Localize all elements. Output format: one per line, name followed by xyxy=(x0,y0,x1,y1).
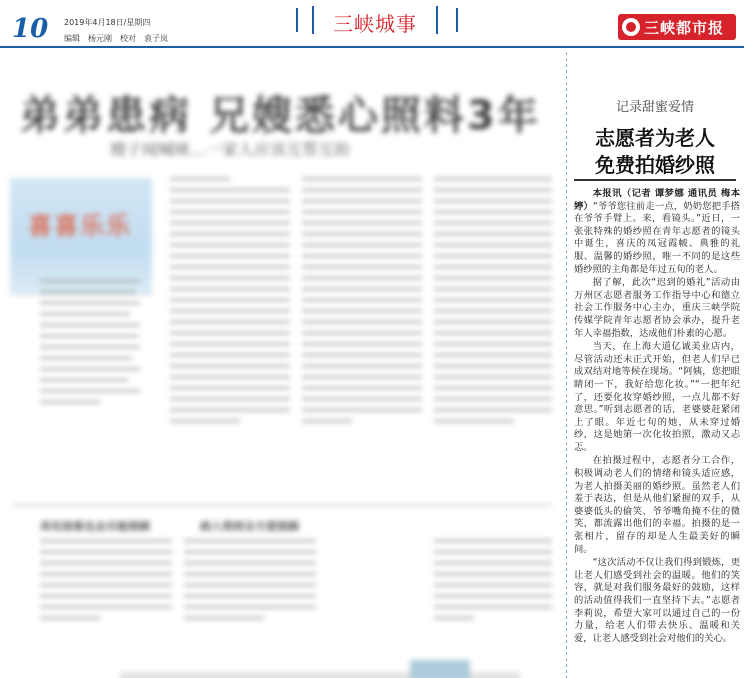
left-subhead: 病人得到全方爱照顾 xyxy=(200,520,299,533)
paragraph-text: “爷爷您往前走一点，奶奶您把手搭在爷爷手臂上。来，看镜头。”近日，一张张特殊的婚纱照在青年志愿者的镜头中诞生，喜庆的凤冠霞帔、典雅的礼服、温馨的婚纱照，唯一不同的是这些婚纱照的主角都是年过五旬的老人。 xyxy=(574,200,740,275)
text-column xyxy=(302,178,422,431)
photo-caption xyxy=(40,280,150,412)
left-headline: 弟弟患病 兄嫂悉心照料3年 xyxy=(20,93,541,139)
article-paragraph: 在拍摄过程中，志愿者分工合作，积极调动老人们的情绪和镜头适应感，为老人拍摄美丽的婚纱照。虽然老人们羞于表达，但是从他们紧握的双手，从婆婆低头的偷笑、爷爷嘴角掩不住的微笑，都流露出他们的幸福。拍摄的是一张相片，留存的却是人生最美好的瞬间。 xyxy=(574,455,740,555)
section-title: 三峡城事 xyxy=(333,12,417,36)
title-rule xyxy=(574,179,736,181)
article-kicker: 记录甜蜜爱情 xyxy=(615,100,694,115)
page-number: 10 xyxy=(12,14,49,44)
article-paragraph: 据了解，此次“迟到的婚礼”活动由万州区志愿者服务工作指导中心和德立社会工作服务中心主办，重庆三峡学院传媒学院青年志愿者协会承办，提升老年人幸福指数，达成他们朴素的心愿。 xyxy=(574,277,740,339)
text-column xyxy=(170,178,290,431)
header-rule xyxy=(0,46,744,48)
issue-date: 2019年4月18日/星期四 xyxy=(64,18,151,27)
header-divider xyxy=(296,8,298,32)
article-title-line-1: 志愿者为老人 xyxy=(595,126,715,150)
brand-logo xyxy=(618,14,736,40)
photo-overlay-text: 喜喜乐乐 xyxy=(28,212,132,240)
article-photo xyxy=(10,178,152,296)
newspaper-logo-icon xyxy=(622,18,640,36)
text-column xyxy=(40,540,172,628)
article-paragraph: “这次活动不仅让我们得到锻炼，更让老人们感受到社会的温暖。他们的笑容，就是对我们服务最好的鼓励，这样的活动值得我们一直坚持下去。”志愿者李莉说，希望大家可以通过自己的一份力量，给老人们带去快乐、温暖和关爱，让老人感受到社会对他们的关心。 xyxy=(574,557,740,644)
page-header xyxy=(0,0,744,48)
article-title-line-2: 免费拍婚纱照 xyxy=(595,153,715,177)
byline: 本报讯（记者 谭梦娜 通讯员 梅本婷） xyxy=(574,188,740,212)
text-column xyxy=(184,540,316,628)
article-body xyxy=(574,188,740,646)
article-paragraph xyxy=(574,188,740,276)
right-article xyxy=(566,52,744,678)
left-subhead: 再有困难也会尽能照顾 xyxy=(40,520,150,533)
text-column xyxy=(434,178,552,431)
article-paragraph: 当天，在上海大道亿诚美业店内，尽管活动还未正式开始，但老人们早已成双结对地等候在现场。“阿姨，您把眼睛闭一下，我好给您化妆。”“一把年纪了，还要化妆穿婚纱照，一点儿都不好意思。”听到志愿者的话，老婆婆赶紧闭上了眼。年近七旬的她，从未穿过婚纱，这是她第一次化妆拍照，激动又忐忑。 xyxy=(574,341,740,453)
left-subheadline: 嫂子闻喊咪…一家人应该互帮互助 xyxy=(110,140,351,159)
header-divider xyxy=(456,8,458,32)
section-rule xyxy=(12,505,552,506)
editor-credits: 编辑 杨元刚 校对 袁子岚 xyxy=(64,34,168,43)
brand-name: 三峡都市报 xyxy=(644,18,725,37)
advert-image xyxy=(410,660,470,678)
text-column xyxy=(434,540,552,628)
left-article xyxy=(0,52,565,678)
section-box xyxy=(312,6,438,34)
